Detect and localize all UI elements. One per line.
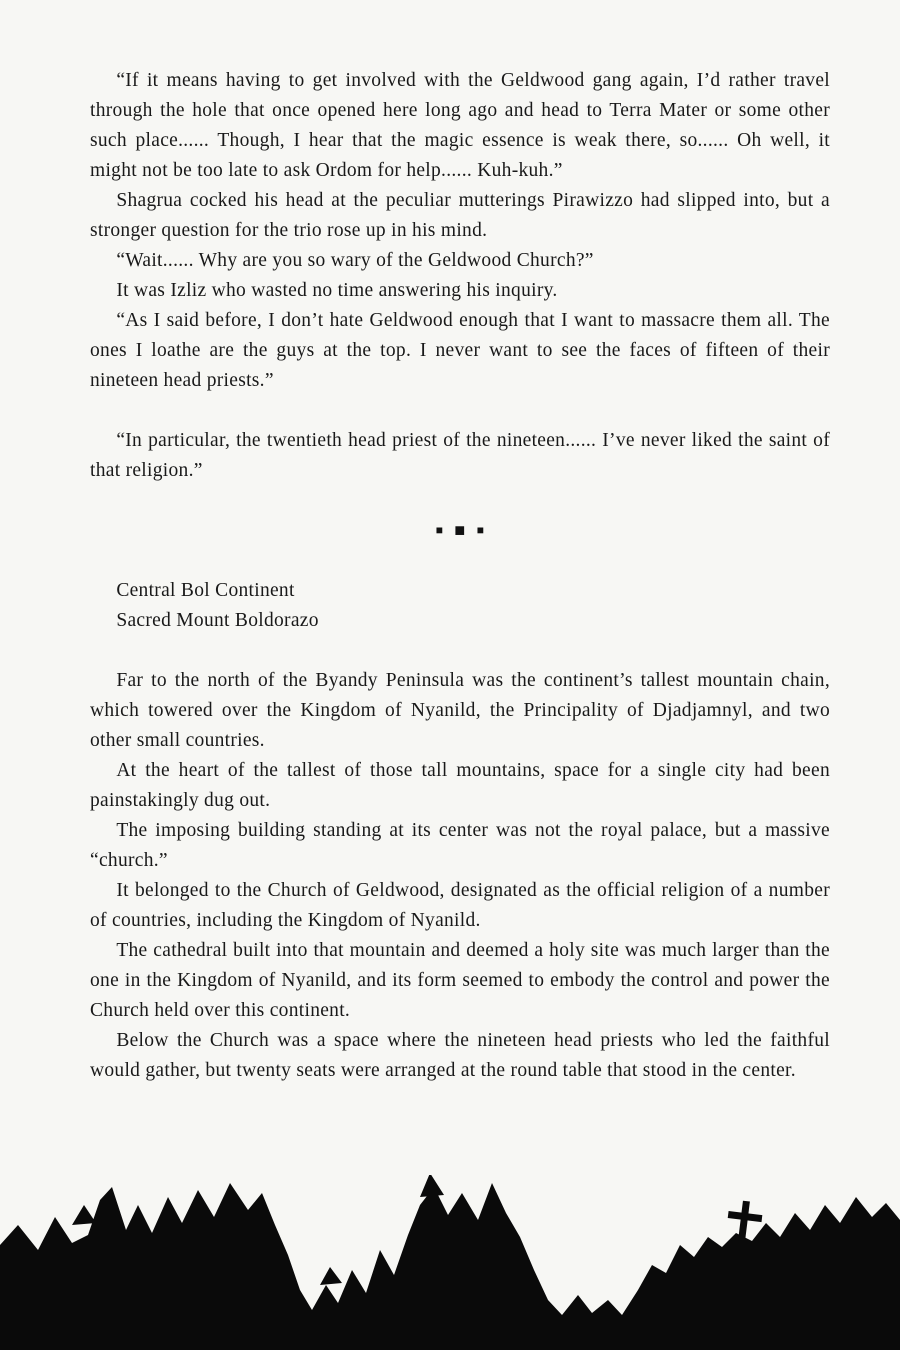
paragraph: “In particular, the twentieth head priest of the nineteen...... I’ve never liked the saint of that religion.”: [90, 430, 830, 481]
paragraph: “If it means having to get involved with the Geldwood gang again, I’d rather travel through the hole that once opened here long ago and head to Terra Mater or some other such place...... Though, I hear that the magic essence is weak there, so...... Oh well, it might not be too late to ask Ordom for help...... Kuh-kuh.”: [90, 70, 830, 181]
paragraph: It belonged to the Church of Geldwood, designated as the official religion of a number of countries, including the Kingdom of Nyanild.: [90, 880, 830, 931]
scene-break-square-icon: ■: [454, 519, 466, 540]
location-line: Sacred Mount Boldorazo: [116, 610, 319, 631]
shard-shape: [420, 1175, 444, 1197]
location-line: Central Bol Continent: [116, 580, 295, 601]
text-block: [90, 66, 830, 1086]
paragraph: Far to the north of the Byandy Peninsula was the continent’s tallest mountain chain, which towered over the Kingdom of Nyanild, the Principality of Djadjamnyl, and two other small countries.: [90, 670, 830, 751]
scene-break-square-icon: ■: [435, 522, 444, 537]
paragraph: The imposing building standing at its center was not the royal palace, but a massive “church.”: [90, 820, 830, 871]
paragraph: At the heart of the tallest of those tall mountains, space for a single city had been painstakingly dug out.: [90, 760, 830, 811]
paragraph: “As I said before, I don’t hate Geldwood enough that I want to massacre them all. The ones I loathe are the guys at the top. I never want to see the faces of fifteen of their nineteen head priests.”: [90, 310, 830, 391]
scene-break-square-icon: ■: [476, 522, 485, 537]
paragraph: “Wait...... Why are you so wary of the Geldwood Church?”: [116, 250, 594, 271]
paragraph: Shagrua cocked his head at the peculiar mutterings Pirawizzo had slipped into, but a stronger question for the trio rose up in his mind.: [90, 190, 830, 241]
paragraph: Below the Church was a space where the nineteen head priests who led the faithful would gather, but twenty seats were arranged at the round table that stood in the center.: [90, 1030, 830, 1081]
paragraph: The cathedral built into that mountain and deemed a holy site was much larger than the one in the Kingdom of Nyanild, and its form seemed to embody the control and power the Church held over this continent.: [90, 940, 830, 1021]
bottom-illustration: [0, 1175, 900, 1350]
shard-shape: [320, 1267, 342, 1285]
scene-break: [90, 514, 830, 544]
shard-shape: [72, 1205, 96, 1225]
silhouette-shape: [0, 1183, 900, 1350]
paragraph: It was Izliz who wasted no time answering his inquiry.: [116, 280, 558, 301]
